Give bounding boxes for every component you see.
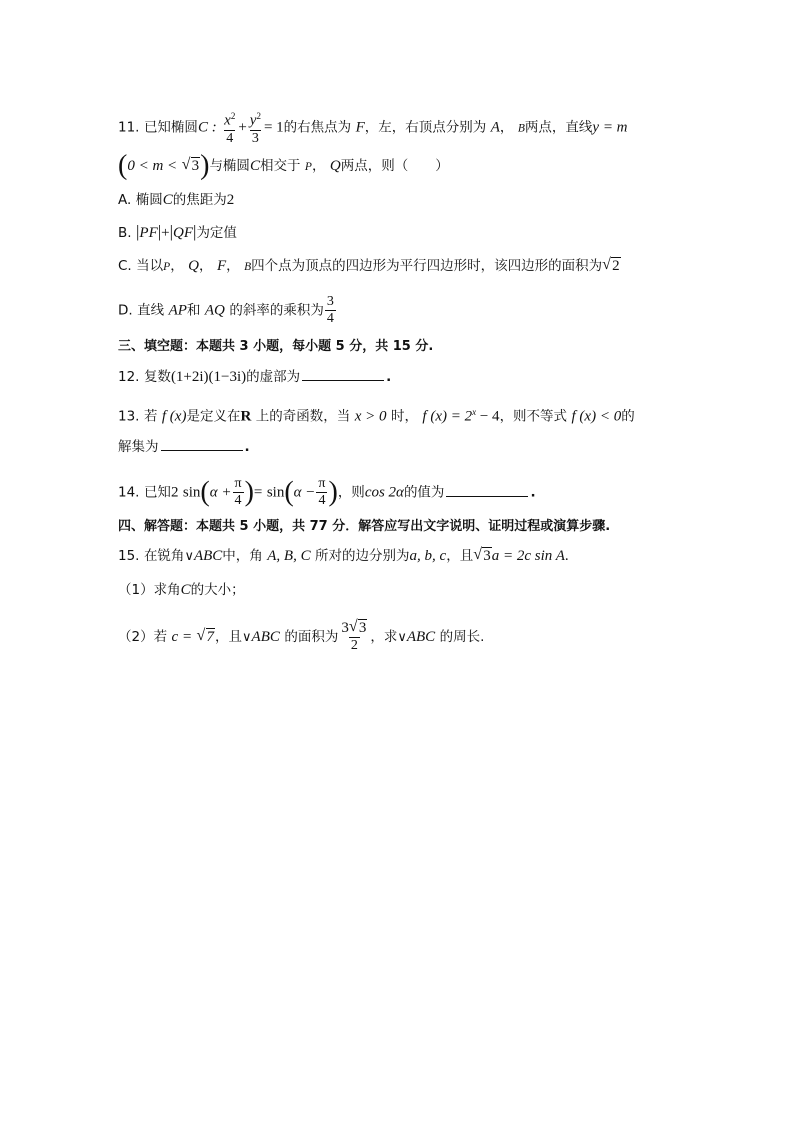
option-b-text: 为定值 xyxy=(196,225,237,241)
part2-label: （2） xyxy=(118,629,154,645)
q13-fx2: f (x) = 2 xyxy=(422,408,473,425)
fraction-y2-over-3 xyxy=(248,108,263,147)
angles-abc: A, B, C xyxy=(267,548,311,564)
c-equals: c = xyxy=(171,629,193,645)
option-b: B. |PF|+|QF|为定值 xyxy=(118,222,237,241)
point-B: B xyxy=(517,122,525,135)
option-d-label: D. xyxy=(118,302,133,319)
q12-text1: 复数 xyxy=(143,369,171,385)
q12-expr: (1+2i)(1−3i) xyxy=(170,369,247,385)
part2-text5: 的周长. xyxy=(439,629,485,645)
q15-text1: 在锐角 xyxy=(143,548,185,564)
fraction-pi-4b xyxy=(316,476,327,509)
sin-func1: sin xyxy=(182,484,201,501)
q11-line2 xyxy=(118,150,449,181)
triangle-symbol2: ∨ xyxy=(242,629,252,644)
part2-text3: 的面积为 xyxy=(284,629,339,645)
q12 xyxy=(118,366,391,387)
q12-text2: 的虚部为 xyxy=(246,369,301,385)
q14-two: 2 xyxy=(170,484,179,501)
option-a-C: C xyxy=(162,192,173,208)
sqrt-3b xyxy=(473,546,492,566)
four-b: 4 xyxy=(318,493,326,508)
x-var: x xyxy=(224,112,231,129)
q11-line1 xyxy=(118,108,628,147)
exp-2b: 2 xyxy=(256,111,261,121)
q15-text2: 中，角 xyxy=(222,548,263,564)
range-inner: 0 < m < xyxy=(127,158,178,174)
reals-R: R xyxy=(240,408,252,425)
sides-abc: a, b, c xyxy=(409,548,447,564)
pi-b: π xyxy=(318,476,326,491)
q13-minus4: − 4 xyxy=(476,408,500,425)
option-d-text2: 的斜率的乘积为 xyxy=(229,302,324,319)
point-F: F xyxy=(355,119,365,136)
equals-one: = 1 xyxy=(263,119,284,136)
frac-num: 3 xyxy=(326,294,334,309)
q13-cond: x > 0 xyxy=(354,408,387,425)
q14-eq: = xyxy=(253,484,263,501)
q15-end: . xyxy=(564,548,569,564)
fraction-pi-4a xyxy=(232,476,243,509)
option-d-and: 和 xyxy=(186,302,201,319)
q13-text2: 是定义在 xyxy=(186,408,241,425)
den-4: 4 xyxy=(226,130,234,146)
cos-2alpha: cos 2α xyxy=(364,484,404,501)
q14-text1: 已知 xyxy=(143,484,171,501)
q15 xyxy=(118,546,569,566)
y-var: y xyxy=(249,112,257,129)
fraction-area xyxy=(339,620,369,654)
part1-text2: 的大小； xyxy=(190,582,245,598)
c-comma1: ， xyxy=(170,258,184,274)
q14-text3: 的值为 xyxy=(403,484,445,501)
area-coef: 3 xyxy=(341,620,349,636)
option-d-text1: 直线 xyxy=(137,302,165,319)
q12-number: 12. xyxy=(118,369,140,385)
q11-text5: 相交于 xyxy=(259,158,301,174)
section-3-title: 三、填空题：本题共 3 小题，每小题 5 分，共 15 分. xyxy=(118,339,434,354)
q15-text4: ，且 xyxy=(446,548,474,564)
q11-text3: 两点，直线 xyxy=(524,119,593,136)
sqrt-7 xyxy=(197,627,216,647)
triangle-symbol: ∨ xyxy=(184,548,194,563)
segment-PF: PF xyxy=(139,225,158,241)
part1-label: （1） xyxy=(118,582,154,598)
radicand-3c: 3 xyxy=(358,620,367,636)
option-a-label: A. xyxy=(118,192,132,208)
triangle-symbol3: ∨ xyxy=(397,629,407,644)
c-comma3: ， xyxy=(226,258,240,274)
option-c-F: F xyxy=(216,258,227,274)
q11-number: 11. xyxy=(118,119,140,136)
fraction-3-4 xyxy=(325,294,336,327)
angle-C: C xyxy=(180,582,191,598)
option-a xyxy=(118,190,234,210)
triangle-abc2: ABC xyxy=(251,629,280,645)
pi-a: π xyxy=(234,476,242,491)
option-c-P: P xyxy=(163,261,171,273)
line-AQ: AQ xyxy=(204,302,225,319)
q13-line2 xyxy=(118,436,250,457)
q11-text4: 与椭圆 xyxy=(209,158,250,174)
line-AP: AP xyxy=(168,302,187,319)
frac-den: 4 xyxy=(326,311,334,326)
q14-number: 14. xyxy=(118,484,140,501)
q13-ineq: f (x) < 0 xyxy=(571,408,622,425)
comma2: ， xyxy=(311,158,326,174)
q13-text3: 上的奇函数，当 xyxy=(255,408,351,425)
q13-text6: 的 xyxy=(621,408,635,425)
option-a-value: 2 xyxy=(226,192,235,208)
q14-end: . xyxy=(530,484,536,501)
line-eq: y = m xyxy=(592,119,628,136)
q14-text2: ，则 xyxy=(337,484,365,501)
option-c-text2: 四个点为顶点的四边形为平行四边形时，该四边形的面积为 xyxy=(251,258,603,274)
q15-part1 xyxy=(118,580,245,600)
option-c-text1: 当以 xyxy=(136,258,164,274)
point-A: A xyxy=(490,119,500,136)
answer-blank[interactable] xyxy=(161,436,243,451)
q11-text1: 的右焦点为 xyxy=(283,119,352,136)
den-3: 3 xyxy=(251,130,259,146)
radicand-7: 7 xyxy=(206,629,215,645)
plus-sign: + xyxy=(238,119,247,136)
exp-2: 2 xyxy=(230,111,236,121)
radicand-3: 3 xyxy=(191,158,200,174)
q11-lead: 已知椭圆 xyxy=(143,119,198,136)
option-c-B: B xyxy=(244,261,252,273)
part1-text1: 求角 xyxy=(153,582,181,598)
comma: ， xyxy=(499,119,514,136)
option-c-label: C. xyxy=(118,258,132,274)
point-P: P xyxy=(304,161,312,173)
option-c xyxy=(118,256,621,277)
part2-text4: ，求 xyxy=(370,629,398,645)
q13-text4: 时， xyxy=(390,408,418,425)
q14: 14. 已知2 sin(α + $\frac{\pi}{4}$ )= sin(α − $\frac{\pi}{4}$ )，则cos 2α的值为 . xyxy=(118,476,536,508)
sqrt-3c xyxy=(349,620,368,637)
q13-text7: 解集为 xyxy=(118,439,159,455)
option-a-text1: 椭圆 xyxy=(135,192,163,208)
sqrt-2 xyxy=(602,256,621,276)
point-Q: Q xyxy=(329,158,341,174)
segment-QF: QF xyxy=(173,225,194,241)
triangle-abc3: ABC xyxy=(406,629,436,645)
sqrt-3 xyxy=(182,156,201,176)
ellipse-name: C : xyxy=(197,119,217,136)
c-comma2: ， xyxy=(199,258,213,274)
part2-text2: ，且 xyxy=(215,629,243,645)
alpha-minus: α − xyxy=(293,484,316,501)
option-d xyxy=(118,294,337,327)
sin-func2: sin xyxy=(266,484,285,501)
q13-line1 xyxy=(118,402,635,427)
q12-end: . xyxy=(386,369,392,385)
q15-part2 xyxy=(118,620,484,654)
q15-number: 15. xyxy=(118,548,140,564)
option-b-label: B. xyxy=(118,225,132,241)
q13-text5: ，则不等式 xyxy=(499,408,568,425)
answer-blank[interactable] xyxy=(302,366,384,381)
option-b-plus: + xyxy=(161,225,170,241)
paren-open: ( xyxy=(118,150,128,181)
option-a-text2: 的焦距为 xyxy=(172,192,227,208)
q15-text3: 所对的边分别为 xyxy=(315,548,410,564)
radicand-2: 2 xyxy=(612,258,620,274)
four-a: 4 xyxy=(234,493,242,508)
q13-number: 13. xyxy=(118,408,140,425)
area-den: 2 xyxy=(350,638,358,653)
q11-text2: ，左，右顶点分别为 xyxy=(364,119,487,136)
q11-text6: 两点，则（ ） xyxy=(340,158,449,174)
q13-exp: x xyxy=(472,407,477,417)
q13-end: . xyxy=(244,439,250,455)
q15-eq: a = 2c sin A xyxy=(491,548,565,564)
paren-close: ) xyxy=(200,150,210,181)
section-4-title: 四、解答题：本题共 5 小题，共 77 分．解答应写出文字说明、证明过程或演算步骤. xyxy=(118,519,611,534)
q13-fx: f (x) xyxy=(161,408,187,425)
alpha-plus: α + xyxy=(209,484,232,501)
q13-text1: 若 xyxy=(143,408,158,425)
radicand-3b: 3 xyxy=(483,548,491,564)
answer-blank[interactable] xyxy=(446,482,528,497)
option-c-Q: Q xyxy=(188,258,199,274)
curve-C: C xyxy=(249,158,260,174)
fraction-x2-over-4 xyxy=(222,108,237,147)
triangle-abc: ABC xyxy=(193,548,223,564)
part2-text1: 若 xyxy=(153,629,168,645)
